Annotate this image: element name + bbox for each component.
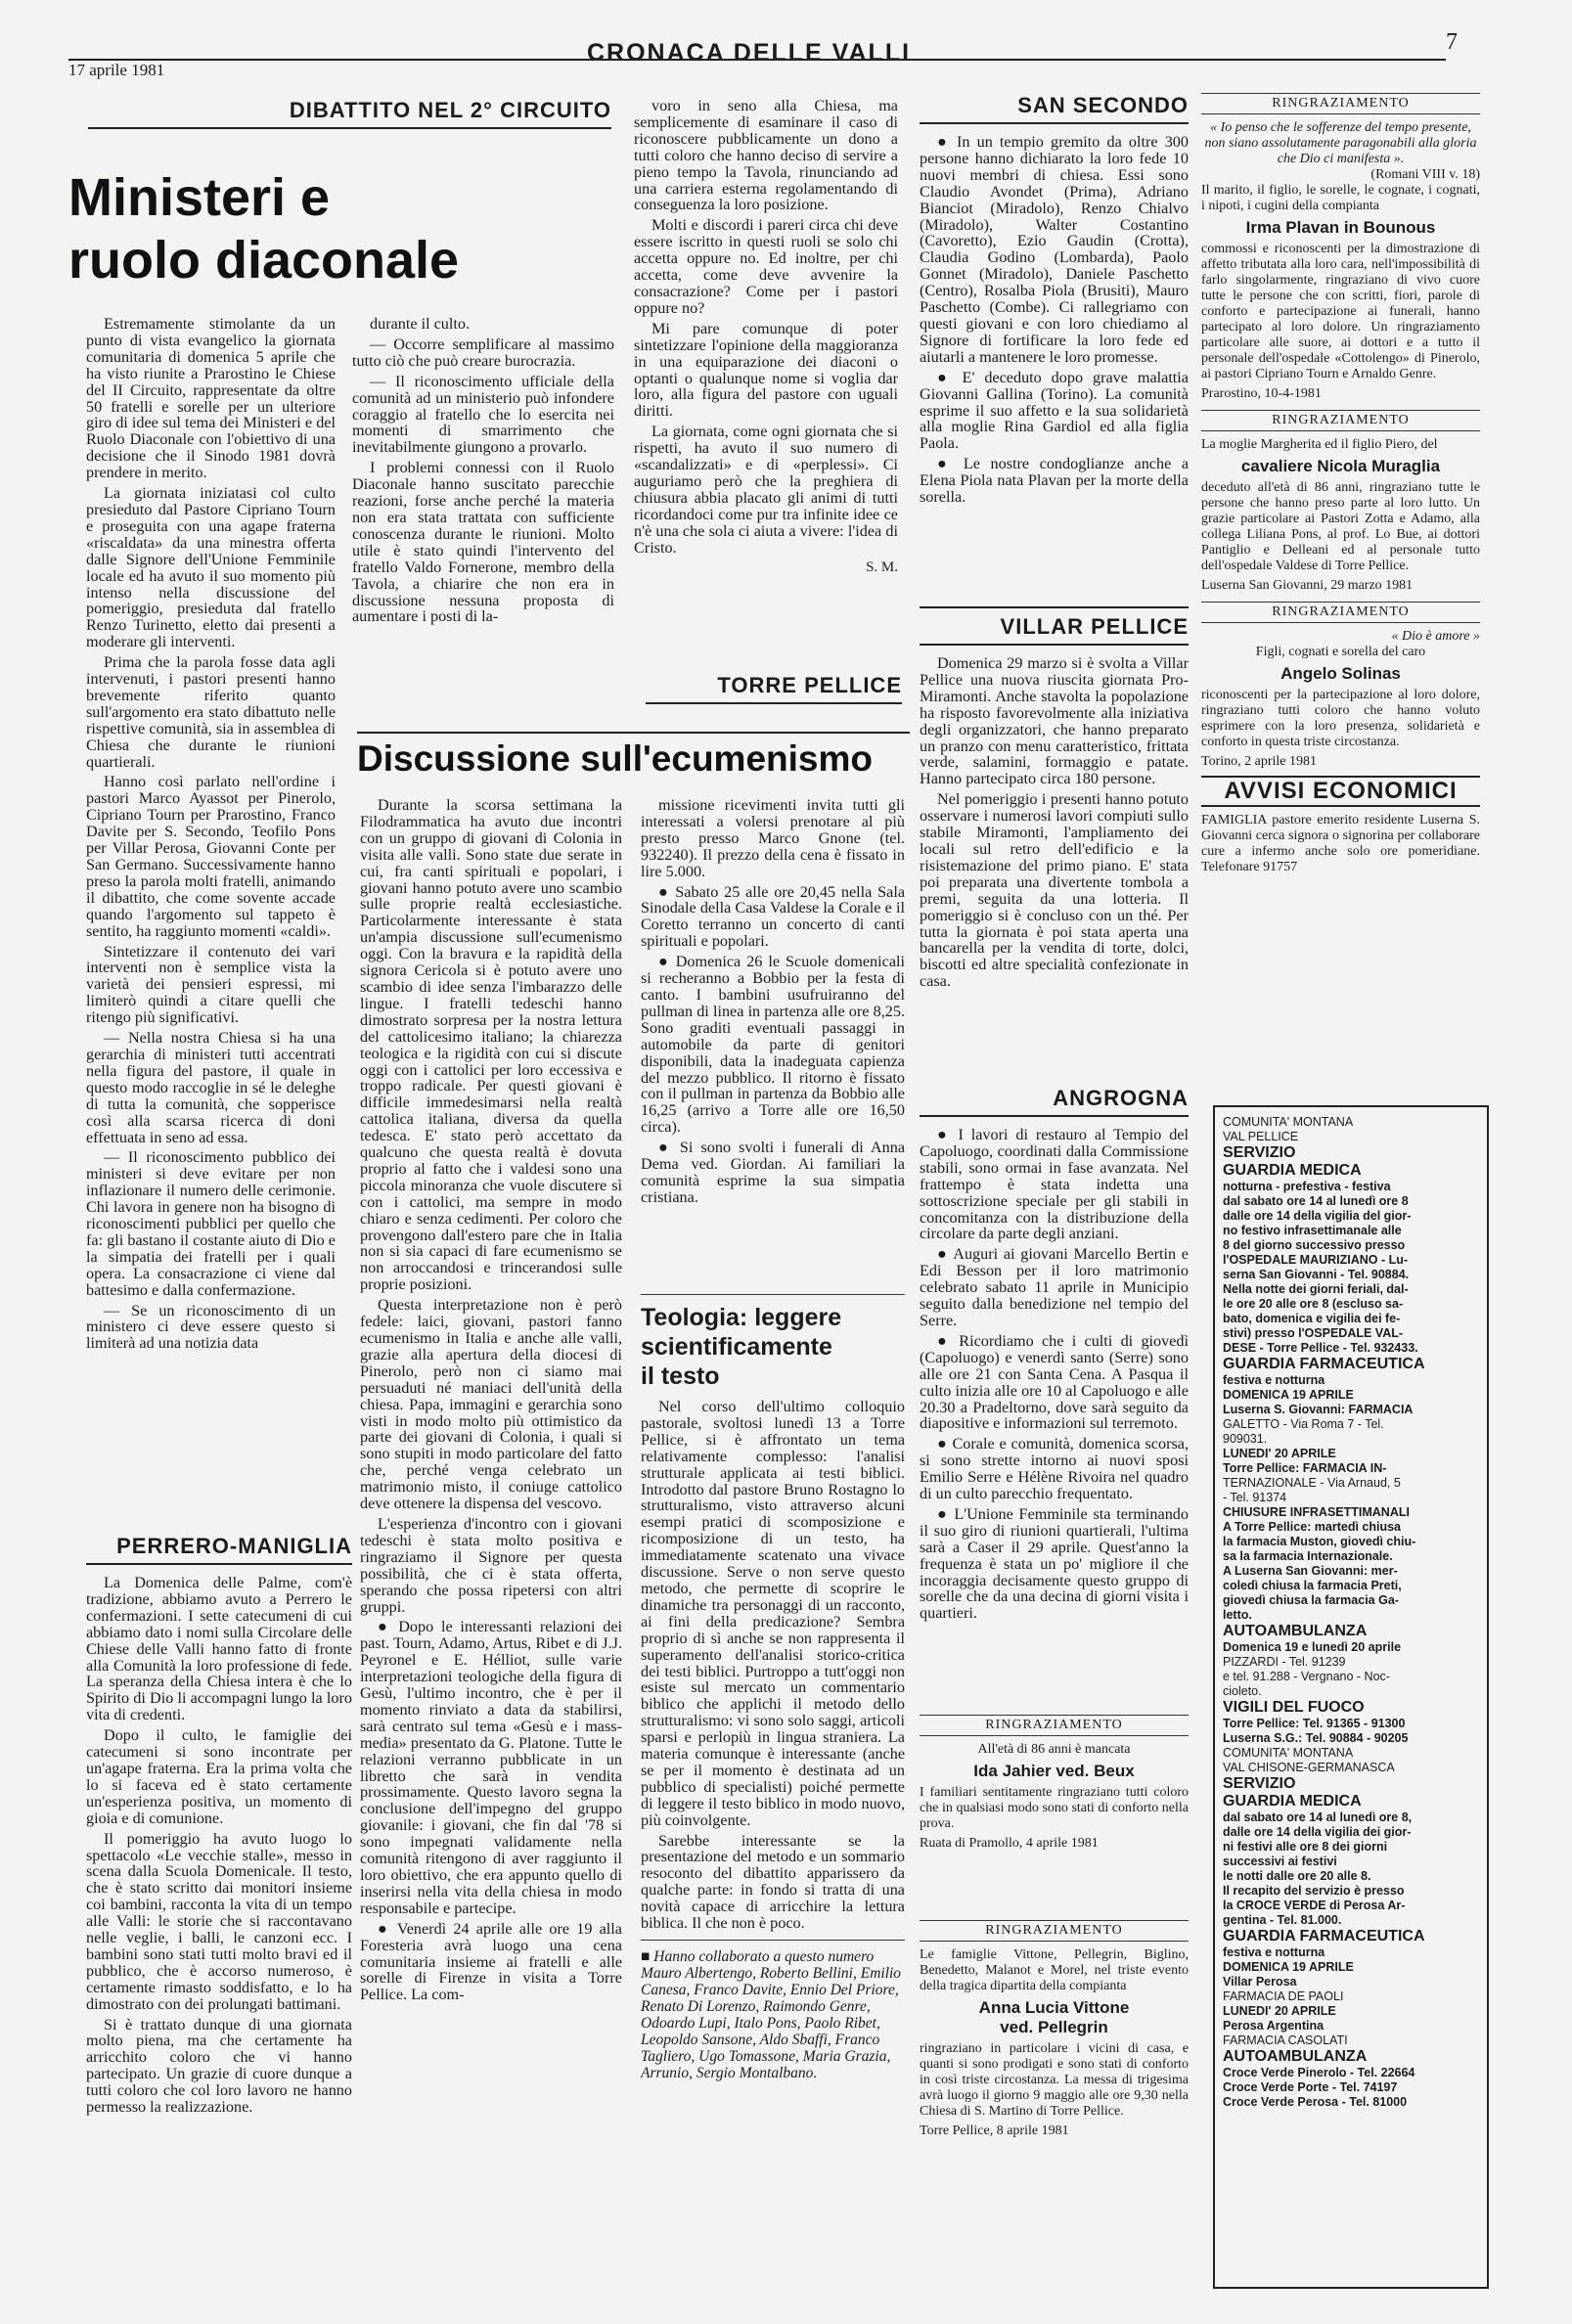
paragraph: Mi pare comunque di poter sintetizzare l'opinione della maggioranza in una equiparazione dei diaconi o optanti o qualunque nome si voglia dar loro, alla figura del pastore con uguali diritti.	[634, 319, 898, 421]
sansecondo-article	[920, 93, 1189, 597]
paragraph: Nel corso dell'ultimo colloquio pastorale, svoltosi lunedì 13 a Torre Pellice, si è affrontato un tema relativamente complesso: l'analisi strutturale applicata ai testi biblici. Introdotto dal pastore Bruno Rostagno lo strutturalismo, visto attraverso alcuni esempi pratici di scomposizione e ricomposizione di un testo, ha immediatamente scatenato una vivace discussione. Serve o non serve questo metodo, che permette di scoprire le dinamiche tra personaggi di un racconto, ai fini della predicazione? Sembra proprio di sì anche se non rappresenta il superamento dell'analisi storico-critica dei testi biblici. Purtroppo a tutt'oggi non esiste sul mercato un commentario biblico che applichi il metodo dello strutturalismo: vi sono solo saggi, articoli sparsi e perlopiù in lingua straniera. La materia comunque è interessante (anche se per il momento è destinata ad un pubblico di specialisti) poiché permette di leggere il testo biblico in modo nuovo, più coinvolgente.	[641, 1398, 905, 1829]
torre-col-2	[641, 797, 905, 1247]
service-line: la CROCE VERDE di Perosa Ar-	[1223, 1899, 1406, 1912]
paragraph: — Nella nostra Chiesa si ha una gerarchia di ministeri tutti accentrati nella figura del pastore, il quale in questo modo raccoglie in sé le deleghe di tutta la comunità, che sopperisce così alla scarsa ricerca di doni effettuata in seno ad essa.	[86, 1029, 336, 1146]
service-line: Croce Verde Pinerolo - Tel. 22664	[1223, 2066, 1415, 2079]
service-line: dalle ore 14 della vigilia dei gior-	[1223, 1825, 1412, 1839]
paragraph: ● L'Unione Femminile sta terminando il suo giro di riunioni quartierali, l'ultima sarà a Caser il 29 aprile. Quest'anno la frequenza è stata un po' migliore il che incoraggia decisamente questo gruppo di sorelle che da una decina di giorni visita i quartieri.	[920, 1506, 1189, 1622]
service-heading: VIGILI DEL FUOCO	[1223, 1699, 1365, 1716]
service-heading: GUARDIA MEDICA	[1223, 1162, 1362, 1179]
header-rule	[68, 59, 1446, 61]
service-line: coledì chiusa la farmacia Preti,	[1223, 1579, 1402, 1592]
service-line: successivi ai festivi	[1223, 1855, 1337, 1868]
notice-text: ringraziano in particolare i vicini di casa, e quanti si sono prodigati e sono stati di conforto in così triste circostanza. La messa di trigesima avrà luogo il giorno 9 maggio alle ore 9,30 nella Chiesa di S. Martino di Torre Pellice.	[920, 2041, 1189, 2119]
paragraph: Sintetizzare il contenuto dei vari interventi non è semplice vista la varietà dei pensieri espressi, mi limiterò quindi a citare quelli che ritengo più significativi.	[86, 942, 336, 1027]
contributors-note: ■ Hanno collaborato a questo numero Mauro Albertengo, Roberto Bellini, Emilio Canesa, Franco Davite, Ennio Del Priore, Renato Di Lorenzo, Raimondo Genre, Odoardo Lupi, Italo Pons, Paolo Ribet, Leopoldo Sansone, Aldo Sbaffi, Franco Tagliero, Ugo Tomassone, Maria Grazia, Arrunio, Sergio Montalbano.	[641, 1948, 905, 2081]
paragraph: ● Si sono svolti i funerali di Anna Dema ved. Giordan. Ai familiari la comunità esprime la sua simpatia cristiana.	[641, 1140, 905, 1206]
notice-text: riconoscenti per la partecipazione al loro dolore, ringraziano tutti coloro che hanno voluto esprimere con la loro presenza, solidarietà e conforto in questa triste circostanza.	[1201, 688, 1480, 749]
service-line: Croce Verde Porte - Tel. 74197	[1223, 2080, 1398, 2094]
service-line: dalle ore 14 della vigilia del gior-	[1223, 1209, 1412, 1223]
services-lines	[1223, 1115, 1479, 2110]
paragraph: voro in seno alla Chiesa, ma semplicemente di esaminare il caso di riconoscere pubblicamente un dono a tutti coloro che hanno deciso di servire a pieno tempo la Tavola, rinunciando ad una carriera esterna regolamentando di conseguenza la loro posizione.	[634, 98, 898, 214]
deceased-name: Irma Plavan in Bounous	[1245, 218, 1436, 237]
service-line: Perosa Argentina	[1223, 2019, 1325, 2033]
notice-heading: RINGRAZIAMENTO	[920, 1920, 1189, 1942]
paragraph: Estremamente stimolante da un punto di vista evangelico la giornata comunitaria di domenica 5 aprile che ha visto riunite a Prarostino le Chiese del II Circuito, rappresentate da oltre 50 fratelli e sorelle per un ulteriore giro di idee sul tema dei Ministeri e del Ruolo Diaconale con l'obiettivo di una decisione che il Sinodo 1981 dovrà prendere in merito.	[86, 316, 336, 482]
ministeri-col-3	[634, 98, 898, 660]
service-heading: AUTOAMBULANZA	[1223, 1623, 1368, 1639]
headline-line-2: ruolo diaconale	[68, 231, 460, 290]
paragraph: — Il riconoscimento pubblico dei ministeri si deve evitare per non inflazionare il numero delle cerimonie. Chi lavora in genere non ha bisogno di riconoscimenti pubblici per quello che fa: gli bastano il costante aiuto di Dio e la simpatia dei fratelli per i quali opera. La consacrazione ci viene dal battesimo e dalla confermazione.	[86, 1148, 336, 1299]
service-line: cioleto.	[1223, 1684, 1262, 1698]
service-line: stivi) presso l'OSPEDALE VAL-	[1223, 1326, 1404, 1340]
service-line: A Luserna San Giovanni: mer-	[1223, 1564, 1398, 1578]
paragraph: — Occorre semplificare al massimo tutto ciò che può creare burocrazia.	[352, 335, 614, 370]
service-heading: SERVIZIO	[1223, 1144, 1296, 1161]
service-line: la farmacia Muston, giovedì chiu-	[1223, 1535, 1416, 1548]
paragraph: ● E' deceduto dopo grave malattia Giovanni Gallina (Torino). La comunità esprime il suo affetto e la sua solidarietà alla moglie Rina Gardiol ed alla figlia Paola.	[920, 370, 1189, 453]
villar-article	[920, 606, 1189, 1056]
paragraph: La giornata iniziatasi col culto presieduto dal Pastore Cipriano Tourn e proseguita con una agape fraterna «riscaldata» da una minestra offerta dalle Signore dell'Unione Femminile locale ed ha avuto il suo momento più intenso nella discussione del pomeriggio, presieduta dal fratello Renzo Turinetto, eletto dai presenti a moderare gli interventi.	[86, 484, 336, 651]
notice-intro: La moglie Margherita ed il figlio Piero, del	[1201, 437, 1438, 452]
service-line: giovedì chiusa la farmacia Ga-	[1223, 1593, 1399, 1607]
headline-line-2: scientificamente	[641, 1333, 832, 1361]
service-line: dal sabato ore 14 al lunedì ore 8	[1223, 1194, 1409, 1208]
paragraph: La giornata, come ogni giornata che si rispetti, ha avuto il suo numero di «scandalizzati» e di «perplessi». Ci auguriamo però che la preghiera di chiusura abbia placato gli animi di tutti ricordandoci come pur tra infinite idee ce n'è una che sola ci aiuta a vivere: l'idea di Cristo.	[634, 423, 898, 557]
service-line: le notti dalle ore 20 alle 8.	[1223, 1869, 1371, 1883]
paragraph: ● Venerdì 24 aprile alle ore 19 alla Foresteria avrà luogo una cena comunitaria insieme ai fratelli e alle sorelle di Firenze in visita a Torre Pellice. La com-	[360, 1921, 622, 2004]
service-line: festiva e notturna	[1223, 1373, 1325, 1387]
notice-quote: « Io penso che le sofferenze del tempo presente, non siano assolutamente paragonabili alla gloria che Dio ci manifesta ».	[1204, 120, 1477, 166]
service-line: Villar Perosa	[1223, 1975, 1297, 1989]
section-label: TORRE PELLICE	[646, 673, 902, 704]
service-line: DOMENICA 19 APRILE	[1223, 1960, 1354, 1974]
ministeri-title	[68, 166, 616, 291]
service-line: FARMACIA CASOLATI	[1223, 2034, 1348, 2047]
torre-col-1	[360, 797, 622, 2308]
ministeri-col-2	[352, 316, 614, 663]
ministeri-header	[88, 98, 611, 139]
paragraph: ● Ricordiamo che i culti di giovedì (Capoluogo) e venerdì santo (Serre) sono alle ore 21 con Santa Cena. A Pasqua il culto inizia alle ore 10 al Capoluogo e alle 20.30 a Pradeltorno, dove sarà seguito da diapositive e informazioni sul terremoto.	[920, 1333, 1189, 1432]
paragraph: Prima che la parola fosse data agli intervenuti, i pastori presenti hanno brevemente riferito quanto sull'argomento era stato dibattuto nelle rispettive comunità, sia in assemblea di Chiesa che durante le riunioni quartierali.	[86, 653, 336, 771]
section-label: ANGROGNA	[920, 1086, 1189, 1117]
notice-intro: Le famiglie Vittone, Pellegrin, Biglino, Benedetto, Malanot e Morel, nel triste evento della tragica dipartita della compianta	[920, 1947, 1189, 1993]
service-line: - Tel. 91374	[1223, 1491, 1287, 1504]
classifieds-title: AVVISI ECONOMICI	[1201, 776, 1480, 807]
service-line: Torre Pellice: Tel. 91365 - 91300	[1223, 1717, 1406, 1730]
section-label: DIBATTITO NEL 2° CIRCUITO	[88, 98, 611, 129]
paragraph: ● Domenica 26 le Scuole domenicali si recheranno a Bobbio per la festa di canto. I bambini usufruiranno del pullman di linea in partenza alle ore 8,25. Sono graditi eventuali passaggi in automobile da parte di genitori disponibili, data la inadeguata capienza del mezzo pubblico. Il ritorno è fissato con il pullman in partenza da Bobbio alle 16,25 (arrivo a Torre alle ore 16,50 circa).	[641, 954, 905, 1136]
paragraph: ● Auguri ai giovani Marcello Bertin e Edi Besson per il loro matrimonio celebrato sabato 11 aprile in Municipio seguito dalla benedizione nel tempio del Serre.	[920, 1246, 1189, 1329]
service-heading: GUARDIA MEDICA	[1223, 1793, 1362, 1810]
paragraph: missione ricevimenti invita tutti gli interessati a volersi prenotare al più presto presso Marco Gnone (tel. 932240). Il prezzo della cena è fissato in lire 5.000.	[641, 797, 905, 880]
divider	[641, 1294, 905, 1295]
service-line: CHIUSURE INFRASETTIMANALI	[1223, 1505, 1410, 1519]
paragraph: Nel pomeriggio i presenti hanno potuto osservare i numerosi lavori compiuti sullo stabile Miramonti, l'ampliamento dei locali sul retro dell'edificio e la risistemazione del primo piano. E' stata poi preparata una divertente tombola a premi, seguita da una lotteria. Il pomeriggio si è concluso con un thé. Per tutta la giornata è poi stata aperta una bancarella per la vendita di torte, dolci, biscotti ed altre specialità confezionate in casa.	[920, 790, 1189, 991]
notice-intro: Il marito, il figlio, le sorelle, le cognate, i cognati, i nipoti, i cugini della compianta	[1201, 183, 1480, 213]
service-line: A Torre Pellice: martedì chiusa	[1223, 1520, 1402, 1534]
notice-heading: RINGRAZIAMENTO	[1201, 93, 1480, 114]
service-line: TERNAZIONALE - Via Arnaud, 5	[1223, 1476, 1401, 1490]
notice-vittone	[920, 1912, 1189, 2206]
service-line: 909031.	[1223, 1432, 1268, 1446]
service-line: notturna - prefestiva - festiva	[1223, 1180, 1391, 1193]
service-line: LUNEDI' 20 APRILE	[1223, 2004, 1336, 2018]
service-heading: SERVIZIO	[1223, 1775, 1296, 1792]
service-line: VAL CHISONE-GERMANASCA	[1223, 1761, 1395, 1774]
service-line: dal sabato ore 14 al lunedì ore 8,	[1223, 1810, 1413, 1824]
paragraph: Sarebbe interessante se la presentazione del metodo e un sommario resoconto del dibattito apparissero da qualche parte: in fondo si tratta di una novità capace di arricchire la lettura biblica. Il che non è poco.	[641, 1831, 905, 1933]
service-line: LUNEDI' 20 APRILE	[1223, 1447, 1336, 1460]
notice-beux	[920, 1707, 1189, 1902]
paragraph: I problemi connessi con il Ruolo Diaconale hanno suscitato parecchie reazioni, forse anche perché la materia non era stata trattata con sufficiente conoscenza durante le riunioni. Molto utile è stato quindi l'intervento del fratello Valdo Fornerone, membro della Tavola, a chiarire che non era in discussione nessuna proposta di aumentare i posti di la-	[352, 459, 614, 626]
paragraph: ● Le nostre condoglianze anche a Elena Piola nata Plavan per la morte della sorella.	[920, 456, 1189, 506]
service-heading: AUTOAMBULANZA	[1223, 2048, 1368, 2065]
service-line: l'OSPEDALE MAURIZIANO - Lu-	[1223, 1253, 1409, 1267]
service-line: no festivo infrasettimanale alle	[1223, 1224, 1402, 1237]
service-line: Luserna S. Giovanni: FARMACIA	[1223, 1403, 1414, 1416]
service-line: Nella notte dei giorni feriali, dal-	[1223, 1282, 1409, 1296]
paragraph: ● I lavori di restauro al Tempio del Capoluogo, coordinati dalla Commissione stabili, sono ormai in fase avanzata. Nel frattempo è stata indetta una sottoscrizione speciale per gli stabili in concomitanza con la distribuzione della circolare da parte degli anziani.	[920, 1127, 1189, 1242]
torre-title	[357, 732, 910, 781]
paragraph: Il pomeriggio ha avuto luogo lo spettacolo «Le vecchie stalle», messo in scena dalla Scuola Domenicale. Il testo, che è stato scritto dai monitori insieme coi bambini, racconta la vita di un tempo alle Valli: le storie che si raccontavano nelle veglie, i balli, le canzoni ecc. I bambini sono stati tutti molto bravi ed il pubblico, che è accorso numeroso, è certamente rimasto soddisfatto, e lo ha dimostrato con dei prolungati battimani.	[86, 1829, 352, 2013]
deceased-name-line-1: Anna Lucia Vittone	[978, 1998, 1130, 2017]
notice-place-date: Ruata di Pramollo, 4 aprile 1981	[920, 1836, 1099, 1851]
service-line: letto.	[1223, 1608, 1252, 1622]
service-heading: GUARDIA FARMACEUTICA	[1223, 1928, 1425, 1944]
paragraph: Hanno così parlato nell'ordine i pastori Marco Ayassot per Pinerolo, Cipriano Tourn per Prarostino, Franco Davite per S. Secondo, Teofilo Pons per Villar Perosa, Giovanni Conte per San Germano. Successivamente hanno preso la parola molti fratelli, animando il dibattito, che come sovente accade quando l'argomento sul tappeto è sentito, ha raggiunto momenti «caldi».	[86, 773, 336, 940]
headline-line-1: Teologia: leggere	[641, 1304, 842, 1331]
deceased-name: Angelo Solinas	[1280, 664, 1401, 683]
service-heading: GUARDIA FARMACEUTICA	[1223, 1356, 1425, 1372]
service-line: COMUNITA' MONTANA	[1223, 1746, 1354, 1760]
angrogna-article	[920, 1086, 1189, 1697]
service-line: sa la farmacia Internazionale.	[1223, 1549, 1393, 1563]
service-line: 8 del giorno successivo presso	[1223, 1238, 1406, 1252]
service-line: festiva e notturna	[1223, 1945, 1325, 1959]
paragraph: Durante la scorsa settimana la Filodrammatica ha avuto due incontri con un gruppo di giovani di Colonia in visita alle valli. Sono state due serate in cui, fra canti spirituali e popolari, i giovani hanno potuto avere uno scambio sulle proprie realtà ecclesiastiche. Particolarmente interessante è stata un'ampia discussione sull'ecumenismo oggi. Con la bravura e la rapidità della signora Cericola si è potuto avere uno scambio di idee senza l'imbarazzo delle lingue. I fratelli tedeschi hanno dimostrato sorpresa per la nostra lettura del cattolicesimo italiano; la chiarezza teologica e la rigidità con cui si discute oggi con i cattolici per loro eccessiva e troppo radicale. Per questi giovani è difficile immedesimarsi nella realtà cattolica italiana, diversa da quella tedesca. E' stato però accettato da qualcuno che questa realtà è dovuta proprio al fatto che i valdesi sono una piccola minoranza che vuole discutere sì con i cattolici, ma sempre in modo chiaro e senza cedimenti. Per coloro che provengono dall'estero pare che in Italia non si sia capaci di fare ecumenismo se non arroccandosi e trincerandosi sulle proprie posizioni.	[360, 797, 622, 1294]
page-number: 7	[1446, 29, 1458, 55]
paragraph: durante il culto.	[370, 316, 471, 333]
service-line: DESE - Torre Pellice - Tel. 932433.	[1223, 1341, 1418, 1355]
section-label: VILLAR PELLICE	[920, 606, 1189, 646]
service-line: Il recapito del servizio è presso	[1223, 1884, 1405, 1898]
service-line: serna San Giovanni - Tel. 90884.	[1223, 1268, 1410, 1281]
service-line: DOMENICA 19 APRILE	[1223, 1388, 1354, 1402]
notice-intro: Figli, cognati e sorella del caro	[1255, 645, 1426, 659]
notice-intro: All'età di 86 anni è mancata	[977, 1742, 1131, 1757]
deceased-name-line-2: ved. Pellegrin	[1000, 2018, 1108, 2036]
service-line: Domenica 19 e lunedì 20 aprile	[1223, 1640, 1402, 1654]
service-line: e tel. 91.288 - Vergnano - Noc-	[1223, 1670, 1390, 1683]
notice-place-date: Luserna San Giovanni, 29 marzo 1981	[1201, 578, 1414, 593]
service-line: VAL PELLICE	[1223, 1130, 1299, 1143]
paragraph: ● In un tempio gremito da oltre 300 persone hanno dichiarato la loro fede 10 nuovi membri di chiesa. Essi sono Claudio Avondet (Prima), Adriano Bianciot (Miradolo), Renzo Chialvo (Miradolo), Walter Costantino (Cavoretto), Ezio Gaudin (Crotta), Claudia Godino (Lombarda), Paolo Gonnet (Miradolo), Daniele Paschetto (Centro), Rosalba Piola (Brusiti), Mauro Paschetto (Combe). Ci rallegriamo con questi giovani e con loro chiediamo al Signore di fortificare la loro fede ed aiutarli a mantenere le loro promesse.	[920, 134, 1189, 366]
ministeri-col-1	[86, 316, 336, 1490]
paragraph: Domenica 29 marzo si è svolta a Villar Pellice una nuova riuscita giornata Pro-Miramonti. Anche stavolta la popolazione ha risposto favorevolmente alla iniziativa degli organizzatori, che hanno preparato un pranzo con menu caratteristico, frittata verde, salamini, formaggio e patate. Hanno partecipato circa 180 persone.	[920, 654, 1189, 788]
paragraph: ● Dopo le interessanti relazioni dei past. Tourn, Adamo, Artus, Ribet e di J.J. Peyronel e E. Hélliot, sulle varie interpretazioni teologiche della figura di Gesù, l'ultimo incontro, che è per il momento rinviato a data da stabilirsi, sarà centrato sul tema «Gesù e i mass-media» presentato da G. Platone. Tutte le relazioni verranno pubblicate in un libretto che sarà in vendita prossimamente. Questo lavoro segna la conclusione dell'impegno del gruppo giovanile: i giovani, che fin dal '78 si sono impegnati validamente nella comunità ritengono di aver raggiunto il loro obiettivo, che era appunto quello di inserirsi nella vita della chiesa in modo responsabile e partecipe.	[360, 1619, 622, 1916]
notice-text: commossi e riconoscenti per la dimostrazione di affetto tributata alla loro cara, nell'impossibilità di farlo singolarmente, ringraziano di vivo cuore tutte le persone che con scritti, fiori, parole di conforto e partecipazione ai funerali, hanno partecipato al loro dolore. Un ringraziamento particolare alle suore, ai dottori e a tutto il personale dell'ospedale «Cottolengo» di Pinerolo, ai pastori Cipriano Tourn e Arnaldo Genre.	[1201, 242, 1480, 381]
service-line: Luserna S.G.: Tel. 90884 - 90205	[1223, 1731, 1409, 1745]
paragraph: Molti e discordi i pareri circa chi deve essere iscritto in questi ruoli se solo chi accetta oppure no. Ed inoltre, per chi accetta, come deve avvenire la consacrazione? Come per i pastori oppure no?	[634, 216, 898, 317]
torre-header	[646, 673, 902, 714]
services-box	[1213, 1105, 1489, 2289]
perrero-article	[86, 1534, 352, 2306]
notice-heading: RINGRAZIAMENTO	[920, 1715, 1189, 1736]
deceased-name: Ida Jahier ved. Beux	[973, 1762, 1135, 1780]
headline: Discussione sull'ecumenismo	[357, 732, 910, 781]
paragraph: — Il riconoscimento ufficiale della comunità ad un ministerio può infondere coraggio al fratello che lo esercita nei momenti di smarrimento che inevitabilmente giungono a provarlo.	[352, 372, 614, 457]
service-line: bato, domenica e vigilia dei fe-	[1223, 1312, 1401, 1325]
notice-quote: « Dio è amore »	[1391, 629, 1480, 644]
service-line: COMUNITA' MONTANA	[1223, 1115, 1354, 1129]
paragraph: ● Corale e comunità, domenica scorsa, si sono strette intorno ai nuovi sposi Emilio Serre e Hélène Rivoira nel quadro di un culto parecchio frequentato.	[920, 1436, 1189, 1502]
paragraph: Dopo il culto, le famiglie dei catecumeni si sono incontrate per un'agape fraterna. Era la prima volta che lo si faceva ed è stato certamente un'esperienza positiva, un momento di gioia e di comunione.	[86, 1726, 352, 1827]
service-line: PIZZARDI - Tel. 91239	[1223, 1655, 1346, 1669]
service-line: Croce Verde Perosa - Tel. 81000	[1223, 2095, 1408, 2109]
headline-line-3: il testo	[641, 1363, 720, 1390]
notice-heading: RINGRAZIAMENTO	[1201, 410, 1480, 431]
paragraph: Si è trattato dunque di una giornata molto piena, ma che certamente ha arricchito coloro che vi hanno partecipato. Un grazie di cuore dunque a tutti coloro che col loro lavoro ne hanno permesso la realizzazione.	[86, 2015, 352, 2117]
notice-place-date: Prarostino, 10-4-1981	[1201, 386, 1322, 401]
newspaper-section-title: CRONACA DELLE VALLI	[587, 39, 912, 67]
notice-heading: RINGRAZIAMENTO	[1201, 602, 1480, 623]
notice-place-date: Torino, 2 aprile 1981	[1201, 754, 1317, 769]
signature: S. M.	[866, 559, 898, 576]
notice-text: deceduto all'età di 86 anni, ringraziano tutte le persone che hanno preso parte al loro lutto. Un grazie particolare ai Pastori Zotta e Adamo, alla collega Liliana Pons, al prof. Lo Bue, ai dottori Pantiglio e Delleani ed al personale tutto dell'ospedale Valdese di Torre Pellice.	[1201, 480, 1480, 573]
paragraph: La Domenica delle Palme, com'è tradizione, abbiamo avuto a Perrero le confermazioni. I sette catecumeni di cui abbiamo dato i nomi sulla Circolare delle Chiese delle Valli hanno fatto di fronte alla Comunità la loro professione di fede. La speranza della Chiesa intera è che lo Spirito di Dio li accompagni lungo la loro vita di credenti.	[86, 1574, 352, 1724]
quote-reference: (Romani VIII v. 18)	[1370, 167, 1480, 182]
paragraph: L'esperienza d'incontro con i giovani tedeschi è stata molto positiva e ringraziamo il Signore per questa possibilità, che ci è stata offerta, sperando che possa ripetersi con altri gruppi.	[360, 1514, 622, 1616]
classified-ad: FAMIGLIA pastore emerito residente Luserna S. Giovanni cerca signora o signorina per collaborare cure a infermo anche solo ore pomeridiane. Telefonare 91757	[1201, 813, 1480, 874]
paragraph: ● Sabato 25 alle ore 20,45 nella Sala Sinodale della Casa Valdese la Corale e il Coretto terranno un concerto di canti spirituali e popolari.	[641, 884, 905, 951]
issue-date: 17 aprile 1981	[68, 61, 165, 79]
divider	[641, 1940, 905, 1941]
section-label: SAN SECONDO	[920, 93, 1189, 124]
notice-place-date: Torre Pellice, 8 aprile 1981	[920, 2123, 1069, 2138]
paragraph: — Se un riconoscimento di un ministero ci deve essere questo si limiterà ad una notizia data	[86, 1301, 336, 1353]
notice-text: I familiari sentitamente ringraziano tutti coloro che in qualsiasi modo sono stati di conforto nella prova.	[920, 1785, 1189, 1831]
teologia-article	[641, 1286, 905, 2303]
service-line: gentina - Tel. 81.000.	[1223, 1913, 1342, 1927]
service-line: GALETTO - Via Roma 7 - Tel.	[1223, 1417, 1384, 1431]
service-line: ni festivi alle ore 8 dei giorni	[1223, 1840, 1388, 1854]
deceased-name: cavaliere Nicola Muraglia	[1240, 457, 1441, 475]
headline-line-1: Ministeri e	[68, 168, 331, 227]
service-line: Torre Pellice: FARMACIA IN-	[1223, 1461, 1387, 1475]
service-line: FARMACIA DE PAOLI	[1223, 1989, 1344, 2003]
service-line: le ore 20 alle ore 8 (escluso sa-	[1223, 1297, 1404, 1311]
paragraph: Questa interpretazione non è però fedele: laici, giovani, pastori fanno ecumenismo in Italia e anche alle valli, grazie alla apertura della diocesi di Pinerolo, però non ci siamo mai persuaduti né maniaci dell'unità della chiesa. Papa, immagini e gerarchia sono visti in modo molto più ottimistico da parte dei giovani di Colonia, i quali si sono stupiti in modo particolare del fatto che, perché venga celebrato un matrimonio misto, il coniuge cattolico deve ottenere la dispensa del vescovo.	[360, 1296, 622, 1513]
section-label: PERRERO-MANIGLIA	[86, 1534, 352, 1565]
